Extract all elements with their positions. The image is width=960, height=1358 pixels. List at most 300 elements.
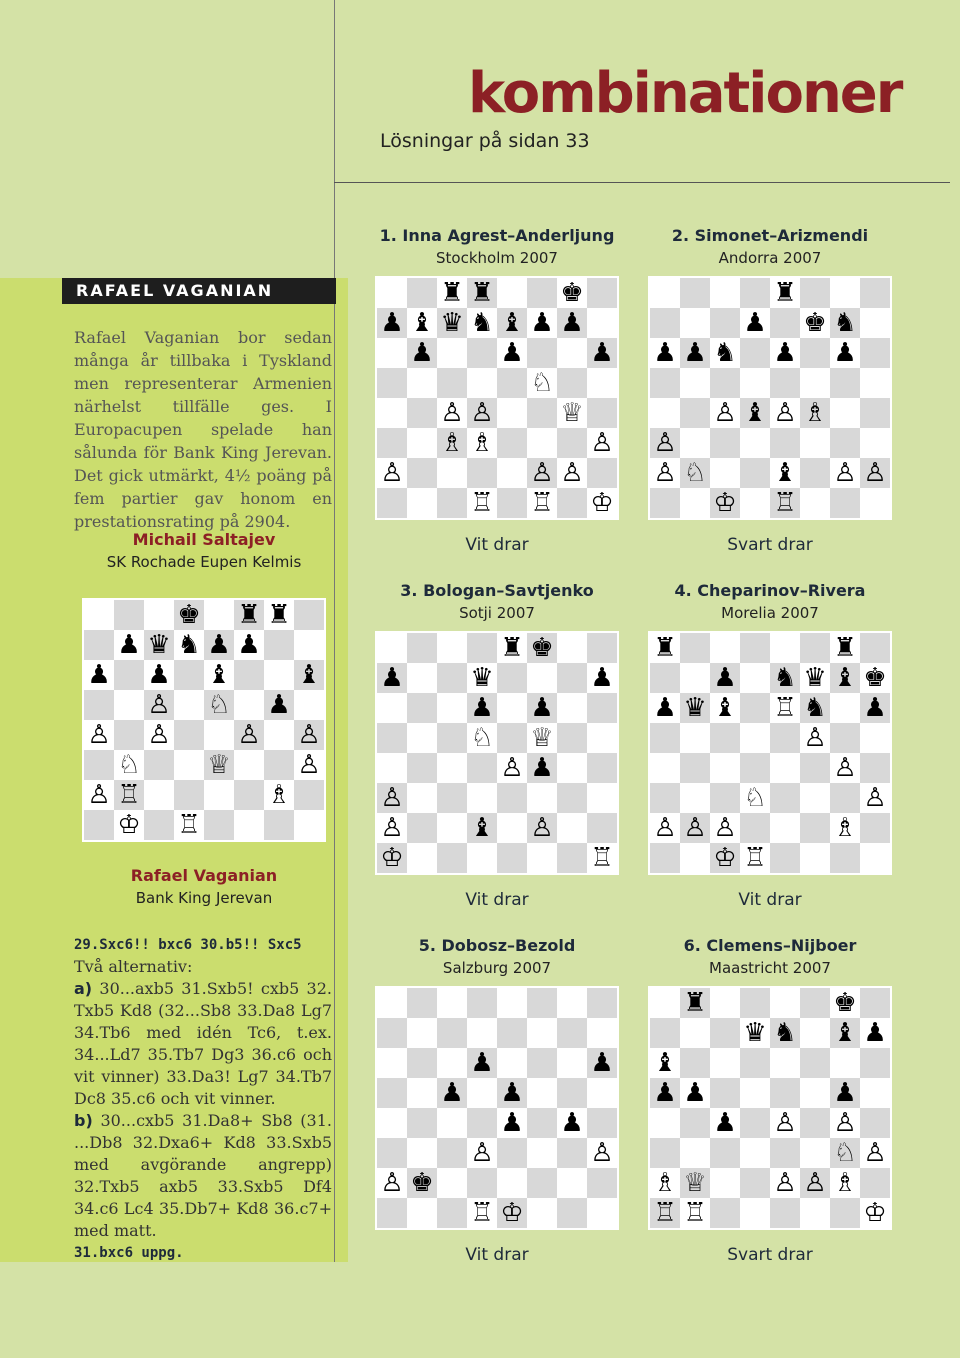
- top-player-name: Michail Saltajev: [132, 530, 276, 549]
- board-square: [497, 1198, 527, 1228]
- board-square: [770, 338, 800, 368]
- white-rook-icon: ♖: [177, 810, 201, 840]
- board-square: [557, 398, 587, 428]
- board-square: [407, 1048, 437, 1078]
- white-pawn-icon: ♙: [833, 753, 857, 783]
- white-bishop-icon: ♗: [833, 813, 857, 843]
- white-knight-icon: ♘: [530, 368, 554, 398]
- board-square: [680, 1108, 710, 1138]
- board-square: [680, 1018, 710, 1048]
- black-bishop-icon: ♝: [653, 1048, 677, 1078]
- black-pawn-icon: ♟: [863, 1018, 887, 1048]
- board-square: [527, 308, 557, 338]
- board-square: [174, 810, 204, 840]
- board-square: [650, 633, 680, 663]
- board-square: [770, 1108, 800, 1138]
- board-square: [740, 988, 770, 1018]
- board-square: [377, 398, 407, 428]
- board-square: [497, 1018, 527, 1048]
- white-pawn-icon: ♙: [653, 458, 677, 488]
- white-bishop-icon: ♗: [470, 428, 494, 458]
- board-square: [800, 843, 830, 873]
- black-pawn-icon: ♟: [773, 338, 797, 368]
- white-rook-icon: ♖: [470, 488, 494, 518]
- black-rook-icon: ♜: [237, 600, 261, 630]
- board-square: [650, 488, 680, 518]
- white-knight-icon: ♘: [833, 1138, 857, 1168]
- board-square: [650, 338, 680, 368]
- board-square: [84, 720, 114, 750]
- board-square: [860, 753, 890, 783]
- board-square: [114, 780, 144, 810]
- board-square: [650, 753, 680, 783]
- puzzle-1-to-move: Vit drar: [465, 535, 529, 555]
- white-pawn-icon: ♙: [147, 690, 171, 720]
- black-knight-icon: ♞: [833, 308, 857, 338]
- board-square: [437, 1078, 467, 1108]
- board-square: [144, 630, 174, 660]
- board-square: [830, 428, 860, 458]
- puzzle-event: Andorra 2007: [718, 249, 822, 267]
- board-square: [587, 1078, 617, 1108]
- board-square: [800, 693, 830, 723]
- board-square: [680, 663, 710, 693]
- black-pawn-icon: ♟: [380, 663, 404, 693]
- board-square: [174, 780, 204, 810]
- board-square: [234, 600, 264, 630]
- black-pawn-icon: ♟: [653, 693, 677, 723]
- board-square: [527, 813, 557, 843]
- board-square: [860, 1078, 890, 1108]
- board-square: [234, 810, 264, 840]
- board-square: [860, 813, 890, 843]
- board-square: [587, 488, 617, 518]
- variation-a-label: a): [74, 979, 93, 998]
- white-rook-icon: ♖: [773, 693, 797, 723]
- white-rook-icon: ♖: [743, 843, 767, 873]
- white-pawn-icon: ♙: [380, 1168, 404, 1198]
- black-pawn-icon: ♟: [590, 1048, 614, 1078]
- board-square: [467, 693, 497, 723]
- board-square: [680, 428, 710, 458]
- board-square: [860, 988, 890, 1018]
- board-square: [800, 368, 830, 398]
- board-square: [800, 1018, 830, 1048]
- board-square: [740, 813, 770, 843]
- board-square: [860, 693, 890, 723]
- board-square: [437, 428, 467, 458]
- white-pawn-icon: ♙: [773, 398, 797, 428]
- white-pawn-icon: ♙: [773, 1108, 797, 1138]
- white-king-icon: ♔: [713, 488, 737, 518]
- board-square: [467, 633, 497, 663]
- black-pawn-icon: ♟: [743, 308, 767, 338]
- board-square: [650, 843, 680, 873]
- board-square: [264, 690, 294, 720]
- board-square: [234, 720, 264, 750]
- board-square: [294, 780, 324, 810]
- board-square: [264, 600, 294, 630]
- board-square: [114, 720, 144, 750]
- board-square: [680, 1048, 710, 1078]
- solution-end: 31.bxc6 uppg.: [74, 1245, 184, 1261]
- black-rook-icon: ♜: [440, 278, 464, 308]
- board-square: [497, 338, 527, 368]
- board-square: [800, 1198, 830, 1228]
- board-square: [527, 1168, 557, 1198]
- board-square: [377, 308, 407, 338]
- board-square: [467, 338, 497, 368]
- board-square: [710, 693, 740, 723]
- board-square: [467, 843, 497, 873]
- board-square: [830, 988, 860, 1018]
- board-square: [830, 723, 860, 753]
- board-square: [587, 723, 617, 753]
- board-square: [710, 488, 740, 518]
- puzzle-5-to-move: Vit drar: [465, 1245, 529, 1265]
- board-square: [830, 338, 860, 368]
- black-rook-icon: ♜: [773, 278, 797, 308]
- board-square: [710, 1018, 740, 1048]
- board-square: [144, 720, 174, 750]
- board-square: [860, 783, 890, 813]
- black-pawn-icon: ♟: [530, 693, 554, 723]
- board-square: [770, 753, 800, 783]
- board-square: [587, 1048, 617, 1078]
- puzzle-title: 6. Clemens–Nijboer: [683, 936, 857, 955]
- board-square: [467, 663, 497, 693]
- intro-text: Rafael Vaganian bor sedan många år tillbaka i Tyskland men representerar Armenien närhelst tillfälle ges. I Europacupen spelade han sålunda för Bank King Jerevan. Det gick utmärkt, 4½ poäng på fem partier gav honom en prestationsrating på 2904.: [74, 328, 332, 531]
- board-square: [377, 1138, 407, 1168]
- board-square: [800, 398, 830, 428]
- board-square: [234, 690, 264, 720]
- board-square: [740, 278, 770, 308]
- board-square: [407, 783, 437, 813]
- black-bishop-icon: ♝: [833, 1018, 857, 1048]
- board-square: [710, 988, 740, 1018]
- board-square: [557, 1048, 587, 1078]
- board-square: [437, 338, 467, 368]
- board-square: [527, 1108, 557, 1138]
- board-square: [407, 1078, 437, 1108]
- board-square: [770, 663, 800, 693]
- board-square: [557, 368, 587, 398]
- board-square: [144, 690, 174, 720]
- board-square: [680, 1138, 710, 1168]
- top-player-caption: [82, 530, 326, 571]
- white-pawn-icon: ♙: [713, 813, 737, 843]
- white-pawn-icon: ♙: [380, 813, 404, 843]
- board-square: [770, 843, 800, 873]
- board-square: [710, 1108, 740, 1138]
- black-knight-icon: ♞: [773, 1018, 797, 1048]
- board-square: [84, 630, 114, 660]
- board-square: [710, 813, 740, 843]
- black-rook-icon: ♜: [683, 988, 707, 1018]
- board-square: [497, 1048, 527, 1078]
- board-square: [294, 690, 324, 720]
- board-square: [650, 723, 680, 753]
- board-square: [770, 1198, 800, 1228]
- puzzle-title: 3. Bologan–Savtjenko: [400, 581, 594, 600]
- board-square: [144, 660, 174, 690]
- white-pawn-icon: ♙: [470, 398, 494, 428]
- board-square: [497, 753, 527, 783]
- board-square: [587, 278, 617, 308]
- board-square: [770, 633, 800, 663]
- white-pawn-icon: ♙: [560, 458, 584, 488]
- board-square: [587, 843, 617, 873]
- board-square: [467, 783, 497, 813]
- white-knight-icon: ♘: [470, 723, 494, 753]
- board-square: [437, 1168, 467, 1198]
- white-queen-icon: ♕: [560, 398, 584, 428]
- board-square: [740, 753, 770, 783]
- black-rook-icon: ♜: [470, 278, 494, 308]
- top-player-club: SK Rochade Eupen Kelmis: [106, 553, 302, 571]
- board-square: [710, 458, 740, 488]
- board-square: [174, 630, 204, 660]
- board-square: [467, 813, 497, 843]
- board-square: [497, 1138, 527, 1168]
- board-square: [234, 630, 264, 660]
- board-square: [770, 1018, 800, 1048]
- board-square: [587, 1108, 617, 1138]
- board-square: [770, 988, 800, 1018]
- black-rook-icon: ♜: [267, 600, 291, 630]
- board-square: [114, 660, 144, 690]
- board-square: [770, 488, 800, 518]
- board-square: [497, 278, 527, 308]
- board-square: [527, 278, 557, 308]
- board-square: [527, 458, 557, 488]
- board-square: [264, 780, 294, 810]
- black-king-icon: ♚: [560, 278, 584, 308]
- board-square: [557, 1078, 587, 1108]
- board-square: [740, 663, 770, 693]
- board-square: [770, 693, 800, 723]
- board-square: [860, 1018, 890, 1048]
- board-square: [710, 753, 740, 783]
- board-square: [860, 663, 890, 693]
- board-square: [680, 338, 710, 368]
- white-pawn-icon: ♙: [653, 428, 677, 458]
- board-square: [174, 750, 204, 780]
- black-pawn-icon: ♟: [470, 1048, 494, 1078]
- board-square: [830, 633, 860, 663]
- board-square: [294, 630, 324, 660]
- board-square: [527, 398, 557, 428]
- board-square: [467, 723, 497, 753]
- black-pawn-icon: ♟: [117, 630, 141, 660]
- white-king-icon: ♔: [713, 843, 737, 873]
- board-square: [860, 1048, 890, 1078]
- board-square: [204, 600, 234, 630]
- black-pawn-icon: ♟: [470, 693, 494, 723]
- board-square: [437, 1018, 467, 1048]
- board-square: [377, 813, 407, 843]
- variation-a-text: 30...axb5 31.Sxb5! cxb5 32. Txb5 Kd8 (32...Sb8 33.Da8 Lg7 34.Tb6 med idén Tc6, t.ex. 34...Ld7 35.Tb7 Dg3 36.c6 och vit vinner) 33.Da3! Lg7 34.Tb7 Dc8 35.c6 och vit vinner.: [74, 979, 332, 1108]
- board-square: [650, 1018, 680, 1048]
- white-pawn-icon: ♙: [87, 720, 111, 750]
- board-square: [710, 1138, 740, 1168]
- white-pawn-icon: ♙: [500, 753, 524, 783]
- board-square: [557, 813, 587, 843]
- board-square: [407, 398, 437, 428]
- board-square: [770, 1078, 800, 1108]
- board-square: [437, 1138, 467, 1168]
- board-square: [710, 1168, 740, 1198]
- puzzle-4-to-move: Vit drar: [738, 890, 802, 910]
- black-pawn-icon: ♟: [530, 753, 554, 783]
- board-square: [830, 783, 860, 813]
- white-pawn-icon: ♙: [530, 458, 554, 488]
- board-square: [437, 693, 467, 723]
- black-queen-icon: ♛: [147, 630, 171, 660]
- chess-board-sidebar: [82, 598, 326, 842]
- board-square: [680, 488, 710, 518]
- board-square: [770, 723, 800, 753]
- board-square: [527, 368, 557, 398]
- white-pawn-icon: ♙: [380, 783, 404, 813]
- board-square: [467, 1198, 497, 1228]
- black-pawn-icon: ♟: [237, 630, 261, 660]
- board-square: [497, 368, 527, 398]
- board-square: [860, 338, 890, 368]
- board-square: [407, 1168, 437, 1198]
- board-square: [740, 308, 770, 338]
- board-square: [770, 1138, 800, 1168]
- board-square: [377, 1018, 407, 1048]
- board-square: [830, 308, 860, 338]
- white-queen-icon: ♕: [683, 1168, 707, 1198]
- board-square: [437, 398, 467, 428]
- black-bishop-icon: ♝: [743, 398, 767, 428]
- board-square: [204, 750, 234, 780]
- white-bishop-icon: ♗: [833, 1168, 857, 1198]
- board-square: [740, 723, 770, 753]
- white-pawn-icon: ♙: [833, 1108, 857, 1138]
- board-square: [114, 750, 144, 780]
- board-square: [770, 278, 800, 308]
- board-square: [557, 1198, 587, 1228]
- black-pawn-icon: ♟: [833, 338, 857, 368]
- bottom-player-club: Bank King Jerevan: [135, 889, 273, 907]
- board-square: [587, 663, 617, 693]
- board-square: [770, 813, 800, 843]
- board-square: [680, 458, 710, 488]
- solution-line1: 29.Sxc6!! bxc6 30.b5!! Sxc5: [74, 937, 302, 953]
- black-king-icon: ♚: [410, 1168, 434, 1198]
- board-square: [740, 1138, 770, 1168]
- board-square: [740, 1078, 770, 1108]
- board-square: [497, 1168, 527, 1198]
- board-square: [800, 663, 830, 693]
- board-square: [377, 1198, 407, 1228]
- board-square: [84, 660, 114, 690]
- black-bishop-icon: ♝: [773, 458, 797, 488]
- board-square: [467, 1048, 497, 1078]
- black-pawn-icon: ♟: [530, 308, 554, 338]
- board-square: [860, 488, 890, 518]
- chess-board-puzzle-6: [648, 986, 892, 1230]
- white-king-icon: ♔: [863, 1198, 887, 1228]
- board-square: [467, 368, 497, 398]
- board-square: [497, 308, 527, 338]
- board-square: [174, 660, 204, 690]
- white-queen-icon: ♕: [530, 723, 554, 753]
- board-square: [680, 753, 710, 783]
- board-square: [204, 690, 234, 720]
- board-square: [830, 458, 860, 488]
- solution-text: [74, 934, 332, 1264]
- board-square: [800, 1108, 830, 1138]
- black-king-icon: ♚: [863, 663, 887, 693]
- white-pawn-icon: ♙: [653, 813, 677, 843]
- black-pawn-icon: ♟: [560, 1108, 584, 1138]
- board-square: [377, 488, 407, 518]
- board-square: [377, 753, 407, 783]
- board-square: [587, 338, 617, 368]
- board-square: [497, 458, 527, 488]
- board-square: [114, 690, 144, 720]
- black-pawn-icon: ♟: [500, 1078, 524, 1108]
- board-square: [557, 308, 587, 338]
- white-knight-icon: ♘: [683, 458, 707, 488]
- board-square: [557, 693, 587, 723]
- white-pawn-icon: ♙: [530, 813, 554, 843]
- black-king-icon: ♚: [530, 633, 554, 663]
- variation-b-text: 30...cxb5 31.Da8+ Sb8 (31. ...Db8 32.Dxa6+ Kd8 33.Sxb5 med avgörande angrepp) 32.Txb5 axb5 33.Sxb5 Df4 34.c6 Lc4 35.Db7+ Kd8 36.c7+ med matt.: [74, 1111, 332, 1240]
- black-rook-icon: ♜: [653, 633, 677, 663]
- board-square: [860, 398, 890, 428]
- board-square: [680, 368, 710, 398]
- board-square: [710, 1078, 740, 1108]
- board-square: [84, 750, 114, 780]
- board-square: [437, 1108, 467, 1138]
- board-square: [830, 1018, 860, 1048]
- board-square: [234, 780, 264, 810]
- board-square: [557, 1018, 587, 1048]
- black-pawn-icon: ♟: [560, 308, 584, 338]
- board-square: [800, 1168, 830, 1198]
- board-square: [527, 1018, 557, 1048]
- board-square: [294, 810, 324, 840]
- black-knight-icon: ♞: [470, 308, 494, 338]
- board-square: [650, 308, 680, 338]
- board-square: [527, 663, 557, 693]
- board-square: [860, 1138, 890, 1168]
- board-square: [467, 1108, 497, 1138]
- board-square: [407, 753, 437, 783]
- board-square: [800, 988, 830, 1018]
- column-divider: [334, 0, 335, 1262]
- board-square: [557, 488, 587, 518]
- board-square: [830, 398, 860, 428]
- board-square: [497, 843, 527, 873]
- board-square: [830, 1048, 860, 1078]
- board-square: [830, 693, 860, 723]
- board-square: [407, 1108, 437, 1138]
- white-rook-icon: ♖: [470, 1198, 494, 1228]
- black-queen-icon: ♛: [470, 663, 494, 693]
- black-bishop-icon: ♝: [470, 813, 494, 843]
- board-square: [527, 633, 557, 663]
- board-square: [294, 720, 324, 750]
- board-square: [650, 1168, 680, 1198]
- black-king-icon: ♚: [833, 988, 857, 1018]
- white-bishop-icon: ♗: [653, 1168, 677, 1198]
